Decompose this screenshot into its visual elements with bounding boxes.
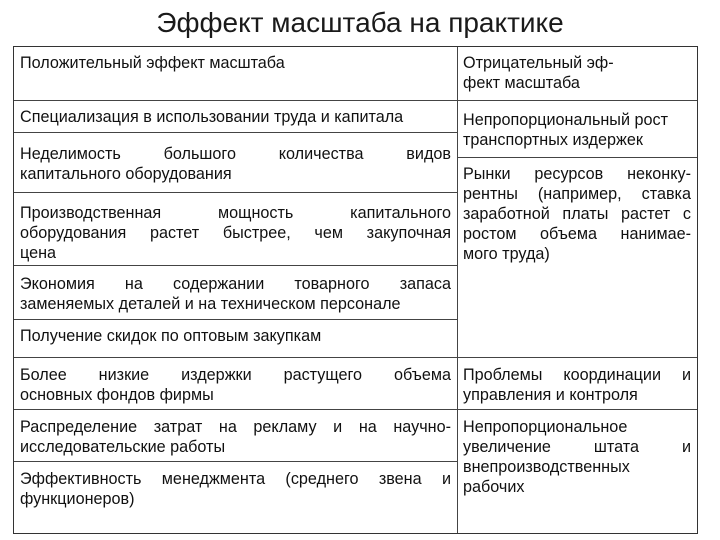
positive-item-inventory-savings: Экономия на содержании товарного запаса заменяемых деталей и на техническом персонале	[20, 275, 451, 313]
negative-item-staff-growth: Непропорциональное увеличение штата и внепроизводственных рабочих	[463, 418, 691, 496]
positive-item-lower-costs: Более низкие издержки растущего объема основных фондов фирмы	[20, 366, 451, 404]
header-positive: Положительный эффект масштаба	[20, 54, 285, 72]
row-divider	[14, 319, 457, 320]
positive-item-capacity: Производственная мощность капитального оборудования растет быстрее, чем закупочная цена	[20, 204, 451, 262]
positive-item-indivisibility: Неделимость большого количества видов капитального оборудования	[20, 145, 451, 183]
page-title: Эффект масштаба на практике	[156, 7, 564, 38]
row-divider	[14, 192, 457, 193]
economies-of-scale-table	[13, 46, 698, 534]
positive-item-specialization: Специализация в использовании труда и капитала	[20, 108, 404, 126]
row-divider	[14, 409, 697, 410]
row-divider	[14, 100, 697, 101]
negative-item-resource-markets: Рынки ресурсов неконку- рентны (например, ставка заработной платы растет с ростом объема нанимае- мого труда)	[463, 165, 691, 263]
row-divider	[14, 461, 457, 462]
positive-item-wholesale-discounts: Получение скидок по оптовым закупкам	[20, 327, 322, 345]
negative-item-coordination: Проблемы координации и управления и контроля	[463, 366, 691, 404]
row-divider	[457, 157, 697, 158]
header-negative: Отрицательный эф- фект масштаба	[463, 54, 614, 92]
row-divider	[14, 265, 457, 266]
positive-item-management-efficiency: Эффективность менеджмента (среднего звена и функционеров)	[20, 470, 451, 508]
row-divider	[14, 132, 457, 133]
negative-item-transport-costs: Непропорциональный рост транспортных издержек	[463, 111, 668, 149]
positive-item-rnd-distribution: Распределение затрат на рекламу и на научно- исследовательские работы	[20, 418, 451, 456]
row-divider	[14, 357, 697, 358]
